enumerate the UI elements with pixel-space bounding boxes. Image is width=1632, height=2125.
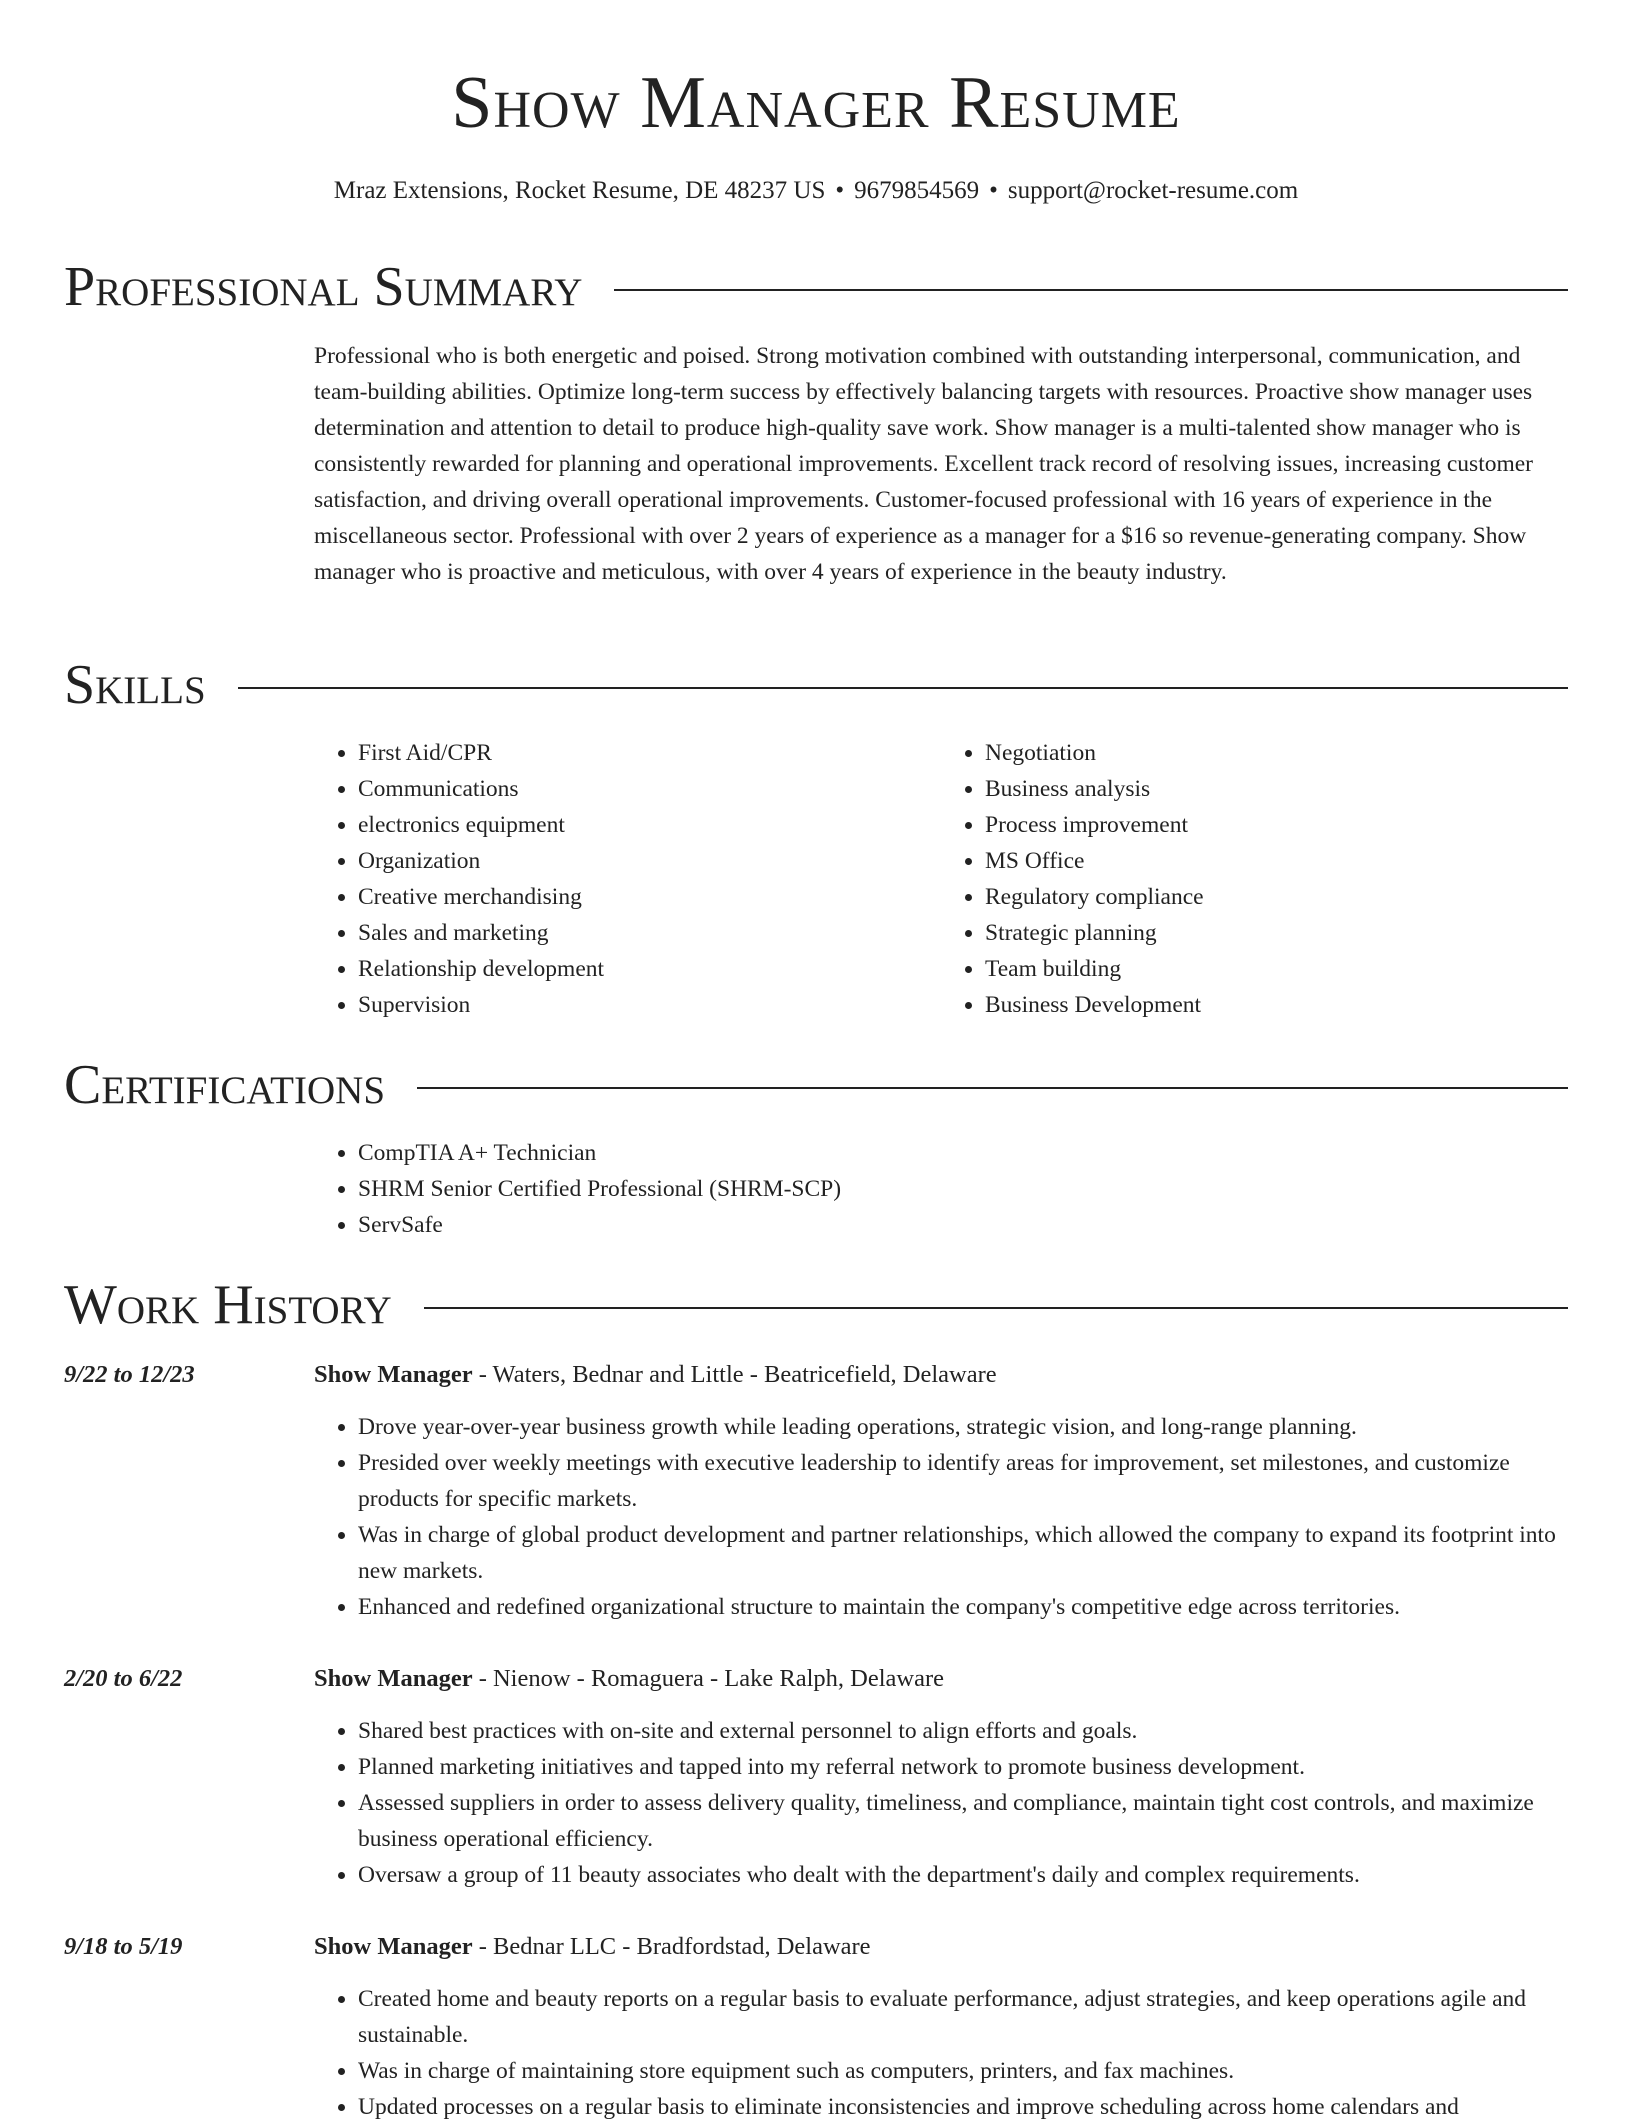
- job-title: Show Manager: [314, 1361, 473, 1388]
- job-employer: - Bednar LLC - Bradfordstad, Delaware: [472, 1933, 871, 1960]
- job-bullet: • Enhanced and redefined organizational structure to maintain the company's competitive edge across territories.: [358, 1589, 1568, 1625]
- skill-item: • Business analysis: [985, 771, 1568, 807]
- job-bullet: • Created home and beauty reports on a regular basis to evaluate performance, adjust strategies, and keep operations agile and sustainable.: [358, 1981, 1568, 2053]
- job-bullet: • Oversaw a group of 11 beauty associates who dealt with the department's daily and complex requirements.: [358, 1857, 1568, 1893]
- section-divider: [424, 1307, 1568, 1309]
- section-divider: [238, 687, 1568, 689]
- page-title: Show Manager Resume: [451, 62, 1181, 144]
- job-bullets: [314, 1409, 1568, 1625]
- contact-email: support@rocket-resume.com: [1007, 177, 1299, 204]
- skill-item: • Negotiation: [985, 735, 1568, 771]
- job-duties: [314, 1981, 1568, 2125]
- skills-list-left: [314, 735, 941, 1023]
- job-duties: [314, 1713, 1568, 1893]
- summary-heading: Professional Summary: [64, 256, 583, 318]
- skills-list-right: [941, 735, 1568, 1023]
- summary-text: Professional who is both energetic and poised. Strong motivation combined with outstanding interpersonal, communication, and team-building abilities. Optimize long-term success by effectively balancing targets with resources. Proactive show manager uses determination and attention to detail to produce high-quality save work. Show manager is a multi-talented show manager who is consistently rewarded for planning and operational improvements. Excellent track record of resolving issues, increasing customer satisfaction, and driving overall operational improvements. Customer-focused professional with 16 years of experience in the miscellaneous sector. Professional with over 2 years of experience as a manager for a $16 so revenue-generating company. Show manager who is proactive and meticulous, with over 4 years of experience in the beauty industry.: [314, 343, 1534, 585]
- skill-item: • Relationship development: [358, 951, 941, 987]
- skill-item: • First Aid/CPR: [358, 735, 941, 771]
- job-employer: - Nienow - Romaguera - Lake Ralph, Delaware: [472, 1665, 945, 1692]
- job-dates: 9/22 to 12/23: [64, 1361, 195, 1388]
- job-dates: 2/20 to 6/22: [64, 1665, 183, 1692]
- certification-item: • CompTIA A+ Technician: [358, 1135, 1568, 1171]
- skill-item: • Business Development: [985, 987, 1568, 1023]
- job-bullet: • Presided over weekly meetings with executive leadership to identify areas for improvement, set milestones, and customize products for specific markets.: [358, 1445, 1568, 1517]
- skill-item: • Process improvement: [985, 807, 1568, 843]
- certification-item: • SHRM Senior Certified Professional (SHRM-SCP): [358, 1171, 1568, 1207]
- skill-item: • Regulatory compliance: [985, 879, 1568, 915]
- contact-separator: •: [989, 177, 998, 204]
- contact-separator: •: [835, 177, 845, 204]
- skill-item: • Organization: [358, 843, 941, 879]
- job-bullets: [314, 1713, 1568, 1893]
- skill-item: • Communications: [358, 771, 941, 807]
- job-bullet: • Shared best practices with on-site and external personnel to align efforts and goals.: [358, 1713, 1568, 1749]
- job-bullet: • Updated processes on a regular basis to eliminate inconsistencies and improve scheduling across home calendars and: [358, 2089, 1568, 2125]
- skill-item: • Creative merchandising: [358, 879, 941, 915]
- skill-item: • Strategic planning: [985, 915, 1568, 951]
- skill-item: • MS Office: [985, 843, 1568, 879]
- skill-item: • Team building: [985, 951, 1568, 987]
- job-duties: [314, 1409, 1568, 1625]
- certifications-list: [314, 1135, 1568, 1243]
- skills-block: [314, 735, 1568, 1023]
- contact-phone: 9679854569: [854, 177, 980, 204]
- job-title: Show Manager: [314, 1665, 473, 1692]
- job-bullet: • Assessed suppliers in order to assess delivery quality, timeliness, and compliance, maintain tight cost controls, and maximize business operational efficiency.: [358, 1785, 1568, 1857]
- job-bullet: • Was in charge of maintaining store equipment such as computers, printers, and fax machines.: [358, 2053, 1568, 2089]
- job-bullet: • Drove year-over-year business growth while leading operations, strategic vision, and long-range planning.: [358, 1409, 1568, 1445]
- section-divider: [614, 289, 1568, 291]
- skills-heading: Skills: [64, 654, 206, 716]
- work-heading: Work History: [64, 1274, 392, 1336]
- skills-section-header: [64, 650, 1568, 720]
- job-header: [314, 1929, 1568, 1965]
- work-section-header: [64, 1270, 1568, 1340]
- skill-item: • electronics equipment: [358, 807, 941, 843]
- section-divider: [417, 1087, 1568, 1089]
- job-employer: - Waters, Bednar and Little - Beatricefield, Delaware: [472, 1361, 997, 1388]
- certifications-block: [314, 1135, 1568, 1243]
- skill-item: • Supervision: [358, 987, 941, 1023]
- job-bullet: • Planned marketing initiatives and tapped into my referral network to promote business development.: [358, 1749, 1568, 1785]
- certifications-section-header: [64, 1050, 1568, 1120]
- job-header: [314, 1661, 1568, 1697]
- job-dates: 9/18 to 5/19: [64, 1933, 183, 1960]
- certifications-heading: Certifications: [64, 1054, 386, 1116]
- job-bullet: • Was in charge of global product development and partner relationships, which allowed the company to expand its footprint into new markets.: [358, 1517, 1568, 1589]
- certification-item: • ServSafe: [358, 1207, 1568, 1243]
- job-header: [314, 1357, 1568, 1393]
- contact-address: Mraz Extensions, Rocket Resume, DE 48237 US: [333, 177, 826, 204]
- skill-item: • Sales and marketing: [358, 915, 941, 951]
- job-bullets: [314, 1981, 1568, 2125]
- job-title: Show Manager: [314, 1933, 473, 1960]
- contact-line: [0, 174, 1632, 208]
- summary-section-header: [64, 252, 1568, 322]
